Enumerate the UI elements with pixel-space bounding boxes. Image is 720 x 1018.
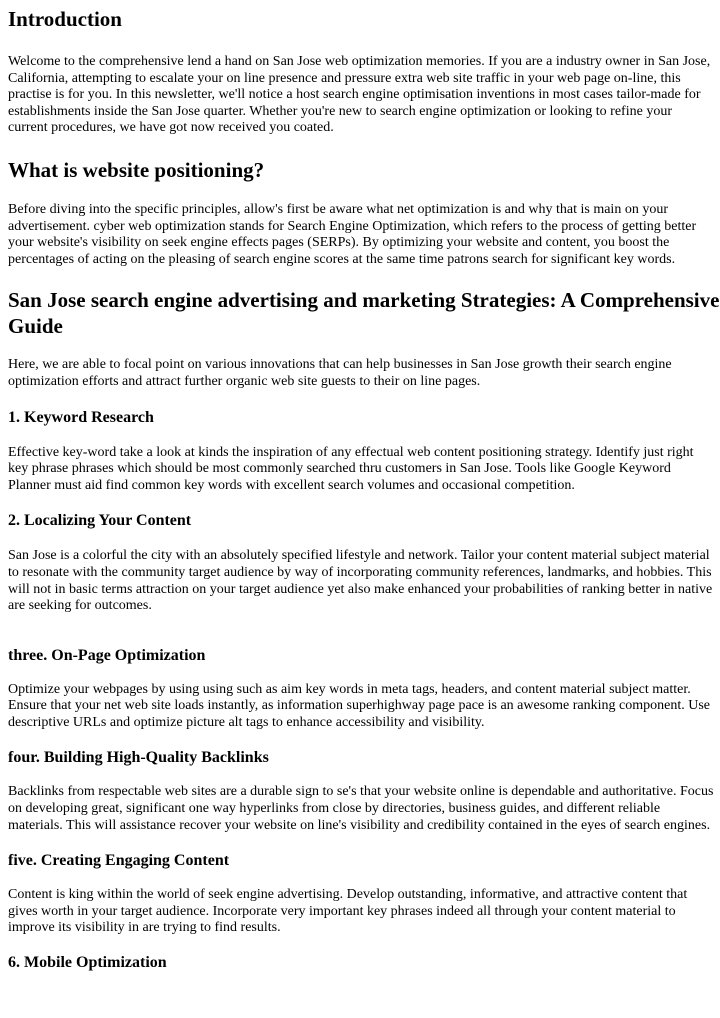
heading-localizing-content: 2. Localizing Your Content — [8, 512, 192, 530]
heading-building-backlinks: four. Building High-Quality Backlinks — [8, 749, 269, 767]
heading-engaging-content: five. Creating Engaging Content — [8, 852, 230, 870]
heading-what-is-website-positioning: What is website positioning? — [8, 157, 265, 182]
paragraph-building-backlinks: Backlinks from respectable web sites are a durable sign to se's that your website online is dependable and authoritative. Focus on developing great, significant one way hyperlinks from close by directories, business guides, and different reliable materials. This will assistance recover your website on line's visibility and credibility contained in the eyes of search engines. — [8, 784, 714, 833]
heading-mobile-optimization: 6. Mobile Optimization — [8, 954, 167, 972]
heading-introduction: Introduction — [8, 7, 122, 31]
heading-keyword-research: 1. Keyword Research — [8, 408, 154, 426]
heading-on-page-optimization: three. On-Page Optimization — [8, 646, 206, 664]
paragraph-engaging-content: Content is king within the world of seek engine advertising. Develop outstanding, informative, and attractive content that gives worth in your target audience. Incorporate very important key phrases indeed all through your content material to improve its visibility in are trying to find results. — [8, 887, 688, 936]
heading-san-jose-strategies: San Jose search engine advertising and marketing Strategies: A Comprehensive Guide — [8, 288, 720, 339]
paragraph-on-page-optimization: Optimize your webpages by using using such as aim key words in meta tags, headers, and content material subject matter. Ensure that your net web site loads instantly, as information superhighway page pace is an awesome ranking component. Use descriptive URLs and optimize picture alt tags to enhance accessibility and visibility. — [8, 681, 711, 730]
paragraph-keyword-research: Effective key-word take a look at kinds the inspiration of any effectual web content positioning strategy. Identify just right key phrase phrases which should be most commonly searched thru customers in San Jose. Tools like Google Keyword Planner must aid find common key words with excellent search volumes and occasional competition. — [8, 444, 694, 493]
paragraph-san-jose-strategies: Here, we are able to focal point on various innovations that can help businesses in San Jose growth their search engine optimization efforts and attract further organic web site guests to their on line pages. — [8, 357, 672, 389]
paragraph-localizing-content: San Jose is a colorful the city with an absolutely specified lifestyle and network. Tailor your content material subject material to resonate with the community target audience by way of incorporating community references, landmarks, and hobbies. This will not in basic terms attraction on your target audience yet also make enhanced your probabilities of ranking better in native are seeking for outcomes. — [8, 548, 713, 614]
paragraph-what-is-website-positioning: Before diving into the specific principles, allow's first be aware what net optimization is and why that is main on your advertisement. cyber web optimization stands for Search Engine Optimization, which refers to the process of getting better your website's visibility on seek engine effects pages (SERPs). By optimizing your website and content, you boost the percentages of acting on the pleasing of search engine scores at the same time patrons search for significant key words. — [8, 201, 697, 267]
paragraph-introduction: Welcome to the comprehensive lend a hand on San Jose web optimization memories. If you are a industry owner in San Jose, California, attempting to escalate your on line presence and pressure extra web site traffic in your web page on-line, this practise is for you. In this newsletter, we'll notice a host search engine optimisation inventions in most cases tailor-made for establishments inside the San Jose quarter. Whether you're new to search engine optimization or looking to refine your current procedures, we have got now received you coated. — [8, 54, 711, 136]
